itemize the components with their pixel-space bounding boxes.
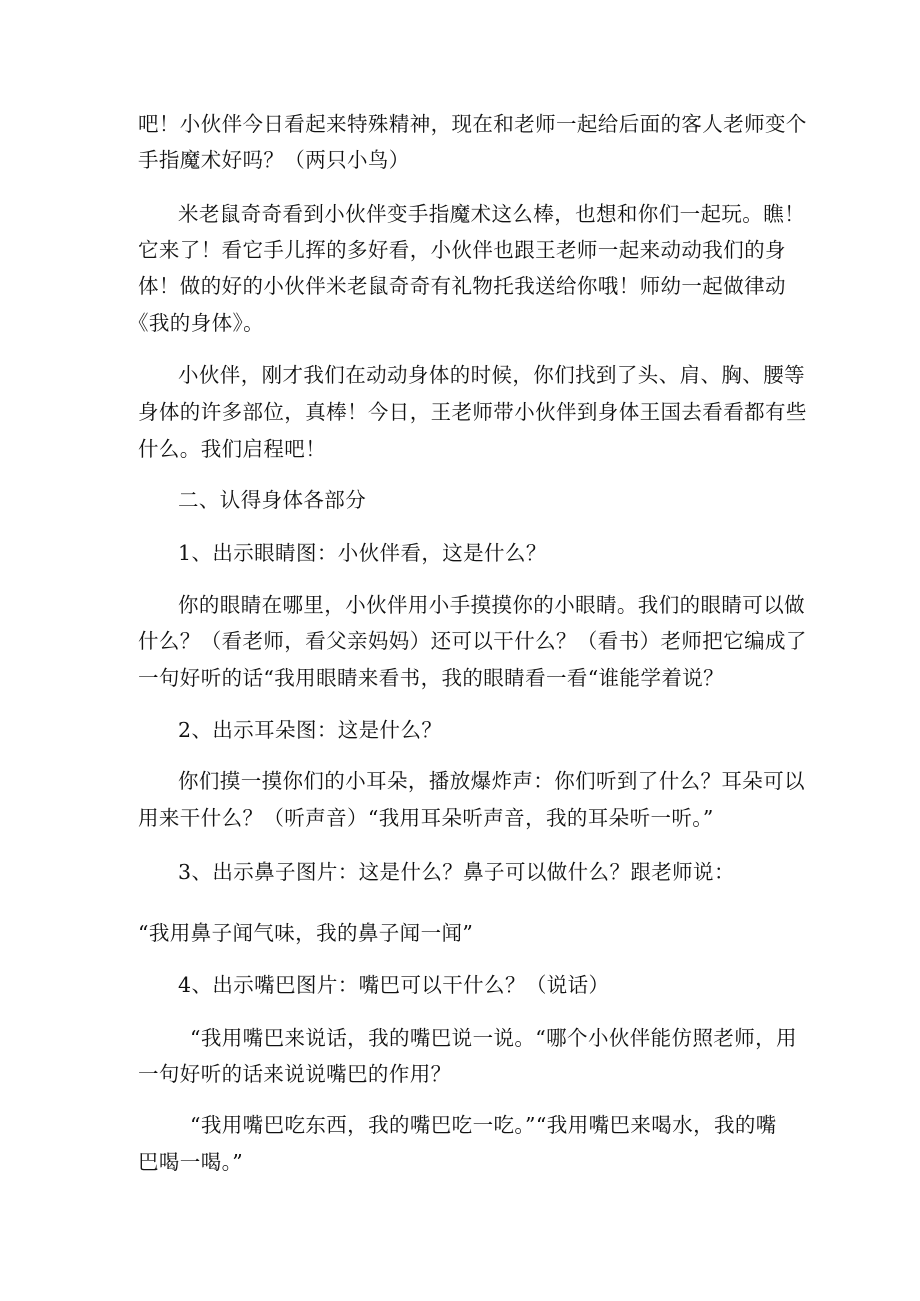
text-line: 《我的身体》。 [128,311,265,335]
text-line: 小伙伴，刚才我们在动动身体的时候，你们找到了头、肩、胸、腰等 [178,363,805,387]
text-line: “我用鼻子闻气味，我的鼻子闻一闻” [138,921,474,945]
text-line: 用来干什么？（听声音）“我用耳朵听声音，我的耳朵听一听。” [138,806,714,830]
text-line: 什么。我们启程吧！ [138,437,327,461]
text-line: “我用嘴巴来说话，我的嘴巴说一说。“哪个小伙伴能仿照老师，用 [190,1026,797,1050]
text-line: 你的眼睛在哪里，小伙伴用小手摸摸你的小眼睛。我们的眼睛可以做 [178,593,805,617]
text-line: 一句好听的话来说说嘴巴的作用？ [138,1062,452,1086]
text-line: 你们摸一摸你们的小耳朵，播放爆炸声：你们听到了什么？耳朵可以 [178,769,805,793]
text-line: 2、出示耳朵图：这是什么？ [178,718,443,742]
text-line: 米老鼠奇奇看到小伙伴变手指魔术这么棒，也想和你们一起玩。瞧！ [178,202,805,226]
text-line: 手指魔术好吗？（两只小鸟） [138,148,410,172]
text-line: 吧！小伙伴今日看起来特殊精神，现在和老师一起给后面的客人老师变个 [138,112,807,136]
text-line: 体！做的好的小伙伴米老鼠奇奇有礼物托我送给你哦！师幼一起做律动 [138,274,786,298]
text-line: 身体的许多部位，真棒！今日，王老师带小伙伴到身体王国去看看都有些 [138,400,807,424]
text-line: 4、出示嘴巴图片：嘴巴可以干什么？（说话） [178,973,610,997]
text-line: 1、出示眼睛图：小伙伴看，这是什么？ [178,541,547,565]
text-line: 什么？（看老师，看父亲妈妈）还可以干什么？（看书）老师把它编成了 [138,629,807,653]
text-line: 3、出示鼻子图片：这是什么？鼻子可以做什么？跟老师说： [178,860,735,884]
section-heading: 二、认得身体各部分 [178,488,367,512]
text-line: 它来了！看它手儿挥的多好看，小伙伴也跟王老师一起来动动我们的身 [138,238,786,262]
text-line: 巴喝一喝。” [138,1150,244,1174]
text-line: “我用嘴巴吃东西，我的嘴巴吃一吃。”“我用嘴巴来喝水，我的嘴 [190,1113,777,1137]
text-line: 一句好听的话“我用眼睛来看书，我的眼睛看一看“谁能学着说？ [138,666,725,690]
